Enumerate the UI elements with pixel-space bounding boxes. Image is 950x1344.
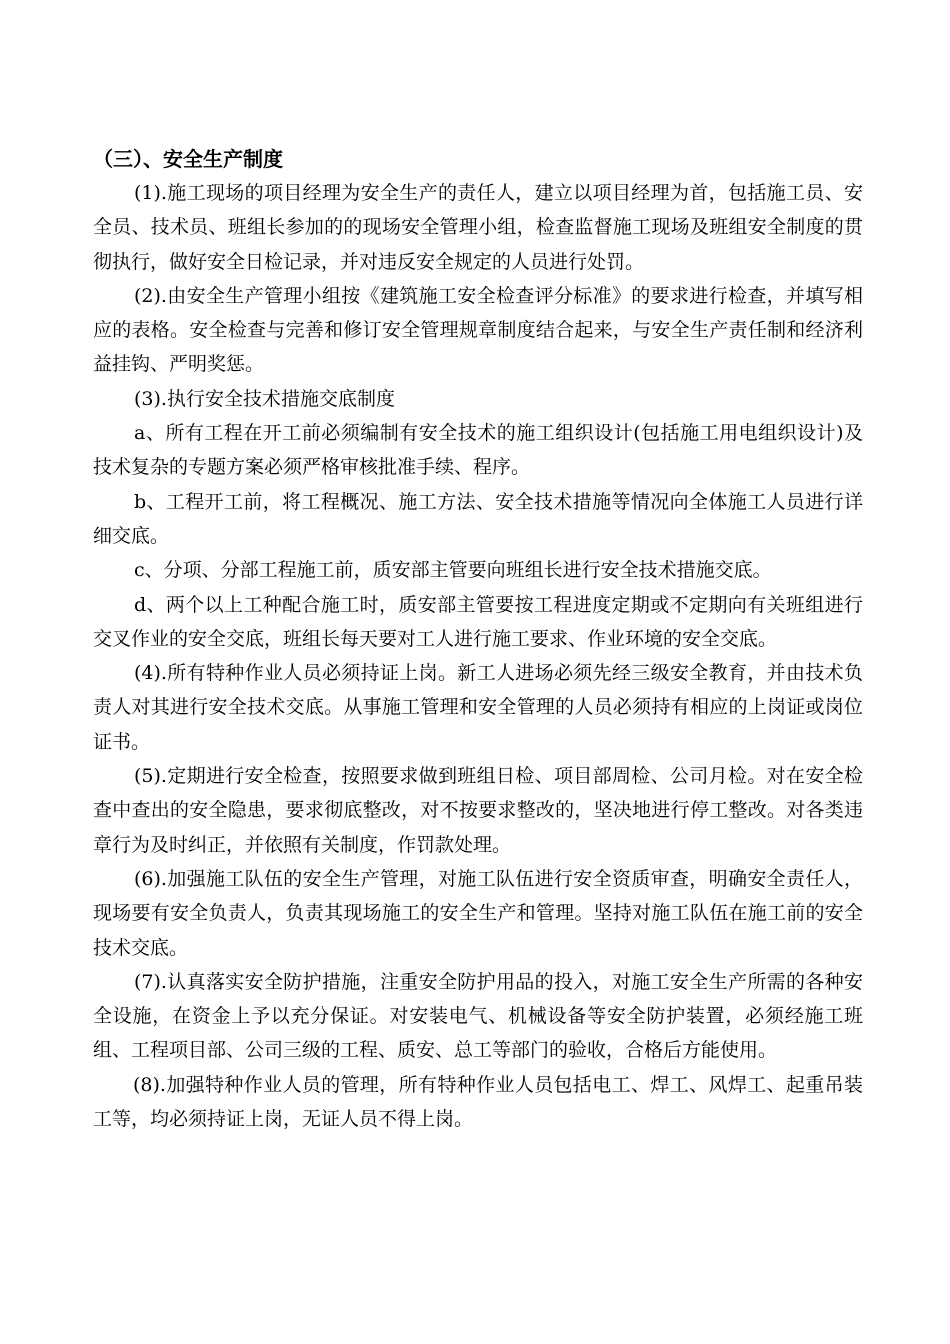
paragraph-3: (3).执行安全技术措施交底制度	[134, 387, 395, 410]
paragraph-3d: d、两个以上工种配合施工时，质安部主管要按工程进度定期或不定期向有关班组进行交叉作业的安全交底，班组长每天要对工人进行施工要求、作业环境的安全交底。	[93, 593, 863, 650]
paragraph-4: (4).所有特种作业人员必须持证上岗。新工人进场必须先经三级安全教育，并由技术负责人对其进行安全技术交底。从事施工管理和安全管理的人员必须持有相应的上岗证或岗位证书。	[93, 662, 863, 753]
paragraph-2: (2).由安全生产管理小组按《建筑施工安全检查评分标准》的要求进行检查，并填写相应的表格。安全检查与完善和修订安全管理规章制度结合起来，与安全生产责任制和经济利益挂钩、严明奖惩。	[93, 284, 863, 376]
paragraph-8: (8).加强特种作业人员的管理，所有特种作业人员包括电工、焊工、风焊工、起重吊装工等，均必须持证上岗，无证人员不得上岗。	[93, 1073, 863, 1131]
document-body	[93, 142, 863, 1136]
paragraph-5: (5).定期进行安全检查，按照要求做到班组日检、项目部周检、公司月检。对在安全检查中查出的安全隐患，要求彻底整改，对不按要求整改的，坚决地进行停工整改。对各类违章行为及时纠正，并依照有关制度，作罚款处理。	[93, 765, 863, 856]
paragraph-3c: c、分项、分部工程施工前，质安部主管要向班组长进行安全技术措施交底。	[134, 559, 772, 582]
paragraph-3a: a、所有工程在开工前必须编制有安全技术的施工组织设计(包括施工用电组织设计)及技术复杂的专题方案必须严格审核批准手续、程序。	[93, 422, 863, 479]
paragraph-1: (1).施工现场的项目经理为安全生产的责任人，建立以项目经理为首，包括施工员、安全员、技术员、班组长参加的的现场安全管理小组，检查监督施工现场及班组安全制度的贯彻执行，做好安全日检记录，并对违反安全规定的人员进行处罚。	[93, 182, 863, 273]
paragraph-3b: b、工程开工前，将工程概况、施工方法、安全技术措施等情况向全体施工人员进行详细交底。	[93, 490, 863, 547]
paragraph-6: (6).加强施工队伍的安全生产管理，对施工队伍进行安全资质审查，明确安全责任人，现场要有安全负责人，负责其现场施工的安全生产和管理。坚持对施工队伍在施工前的安全技术交底。	[93, 867, 863, 959]
paragraph-7: (7).认真落实安全防护措施，注重安全防护用品的投入，对施工安全生产所需的各种安全设施，在资金上予以充分保证。对安装电气、机械设备等安全防护装置，必须经施工班组、工程项目部、公司三级的工程、质安、总工等部门的验收，合格后方能使用。	[93, 970, 863, 1062]
section-title: （三）、安全生产制度	[93, 147, 283, 171]
